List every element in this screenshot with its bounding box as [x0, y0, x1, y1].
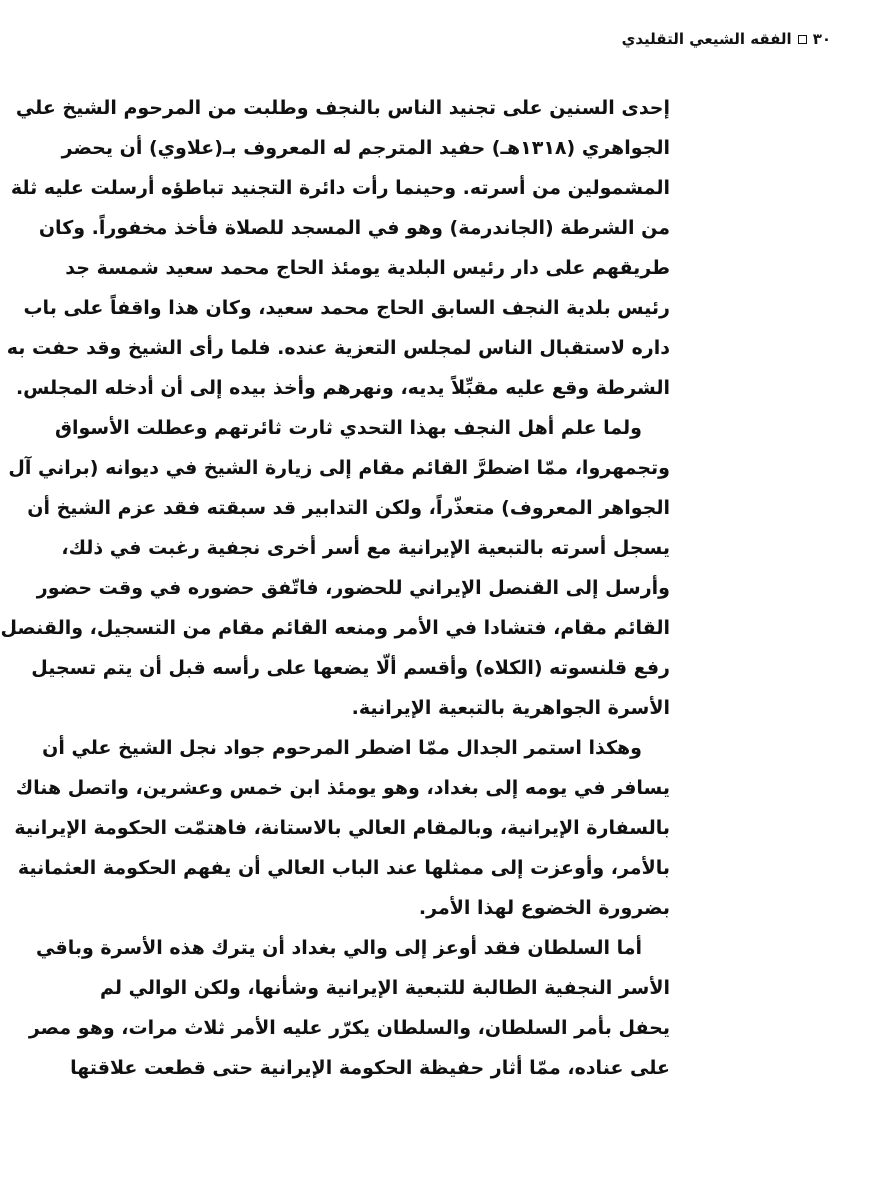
text-line: الأسر النجفية الطالبة للتبعية الإيرانية وشأنها، ولكن الوالي لم: [100, 977, 670, 999]
text-line: طريقهم على دار رئيس البلدية يومئذ الحاج محمد سعيد شمسة جد: [65, 257, 670, 279]
text-line: يسافر في يومه إلى بغداد، وهو يومئذ ابن خمس وعشرين، واتصل هناك: [15, 777, 670, 799]
page-number: ٣٠: [812, 30, 831, 48]
text-line: إحدى السنين على تجنيد الناس بالنجف وطلبت من المرحوم الشيخ علي: [15, 97, 670, 119]
text-line: داره لاستقبال الناس لمجلس التعزية عنده. فلما رأى الشيخ وقد حفت به: [6, 337, 670, 359]
text-line: وتجمهروا، ممّا اضطرَّ القائم مقام إلى زيارة الشيخ في ديوانه (براني آل: [8, 457, 670, 479]
text-line: أما السلطان فقد أوعز إلى والي بغداد أن يترك هذه الأسرة وباقي: [36, 937, 642, 959]
text-line: وهكذا استمر الجدال ممّا اضطر المرحوم جواد نجل الشيخ علي أن: [42, 737, 642, 759]
running-header: [622, 30, 831, 48]
text-line: يحفل بأمر السلطان، والسلطان يكرّر عليه الأمر ثلاث مرات، وهو مصر: [28, 1017, 670, 1039]
body-text: [0, 88, 670, 1088]
text-line: بالأمر، وأوعزت إلى ممثلها عند الباب العالي أن يفهم الحكومة العثمانية: [17, 857, 670, 879]
text-line: الشرطة وقع عليه مقبِّلاً يديه، ونهرهم وأخذ بيده إلى أن أدخله المجلس.: [15, 377, 670, 399]
text-line: يسجل أسرته بالتبعية الإيرانية مع أسر أخرى نجفية رغبت في ذلك،: [61, 537, 670, 559]
text-line: ولما علم أهل النجف بهذا التحدي ثارت ثائرتهم وعطلت الأسواق: [54, 417, 642, 439]
text-line: الجواهري (١٣١٨هـ) حفيد المترجم له المعروف بـ(علاوي) أن يحضر: [61, 137, 670, 159]
text-line: الجواهر المعروف) متعذّراً، ولكن التدابير قد سبقته فقد عزم الشيخ أن: [27, 497, 670, 519]
text-line: القائم مقام، فتشادا في الأمر ومنعه القائم مقام من التسجيل، والقنصل: [0, 617, 670, 639]
text-line: رئيس بلدية النجف السابق الحاج محمد سعيد، وكان هذا واقفاً على باب: [23, 297, 670, 319]
square-ornament-icon: [798, 35, 807, 44]
text-line: بضرورة الخضوع لهذا الأمر.: [418, 897, 670, 919]
text-line: المشمولين من أسرته. وحينما رأت دائرة التجنيد تباطؤه أرسلت عليه ثلة: [10, 177, 670, 199]
text-line: الأسرة الجواهرية بالتبعية الإيرانية.: [351, 697, 670, 719]
text-line: من الشرطة (الجاندرمة) وهو في المسجد للصلاة فأخذ مخفوراً. وكان: [38, 217, 670, 239]
text-line: رفع قلنسوته (الكلاه) وأقسم ألّا يضعها على رأسه قبل أن يتم تسجيل: [31, 657, 670, 679]
text-line: بالسفارة الإيرانية، وبالمقام العالي بالاستانة، فاهتمّت الحكومة الإيرانية: [14, 817, 670, 839]
text-line: على عناده، ممّا أثار حفيظة الحكومة الإيرانية حتى قطعت علاقتها: [70, 1057, 670, 1079]
text-line: وأرسل إلى القنصل الإيراني للحضور، فاتّفق حضوره في وقت حضور: [36, 577, 670, 599]
book-title: الفقه الشيعي التقليدي: [621, 30, 792, 48]
